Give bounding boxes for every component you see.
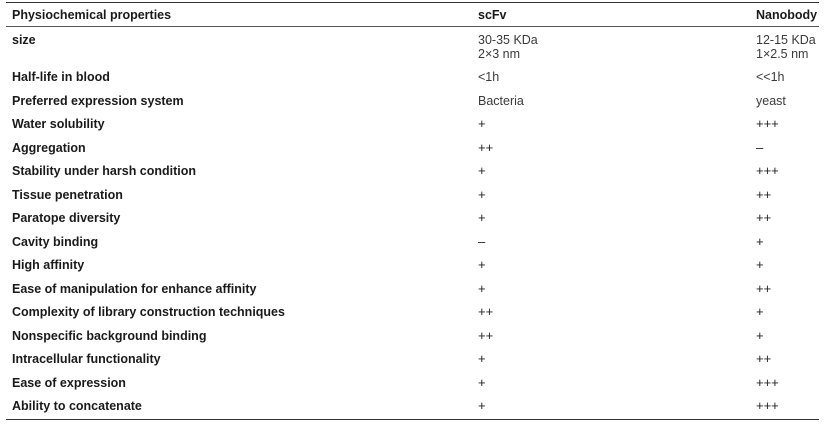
property-label: Ability to concatenate — [12, 399, 142, 413]
scfv-value: + — [478, 210, 486, 225]
scfv-cell — [478, 352, 756, 366]
scfv-cell — [478, 141, 756, 155]
property-label: Intracellular functionality — [12, 352, 161, 366]
table-row — [6, 278, 819, 302]
nanobody-cell — [756, 258, 819, 272]
nanobody-value: yeast — [756, 93, 786, 108]
scfv-value: ++ — [478, 327, 494, 343]
nanobody-value: + — [756, 233, 764, 249]
nanobody-cell — [756, 235, 819, 249]
table-row — [6, 113, 819, 137]
scfv-value: + — [478, 280, 486, 296]
table-row — [6, 372, 819, 396]
nanobody-cell — [756, 329, 819, 343]
property-label: Stability under harsh condition — [12, 164, 197, 178]
table-row — [6, 137, 819, 161]
scfv-cell — [478, 94, 756, 108]
scfv-cell — [478, 282, 756, 296]
property-label: Half-life in blood — [12, 70, 110, 84]
header-nanobody: Nanobody — [756, 7, 818, 22]
header-property: Physiochemical properties — [12, 7, 172, 22]
table-row — [6, 207, 819, 231]
nanobody-value: 12-15 KDa — [756, 33, 816, 47]
comparison-table — [6, 2, 819, 420]
scfv-cell — [478, 188, 756, 202]
nanobody-value: +++ — [756, 116, 779, 131]
table-row — [6, 160, 819, 184]
nanobody-value: 1×2.5 nm — [756, 47, 809, 61]
scfv-cell — [478, 329, 756, 343]
scfv-value: + — [478, 186, 486, 202]
header-scfv: scFv — [478, 7, 507, 22]
scfv-cell — [478, 164, 756, 178]
nanobody-value: + — [756, 327, 764, 343]
scfv-cell — [478, 258, 756, 272]
property-label: Water solubility — [12, 117, 105, 131]
property-label: Paratope diversity — [12, 211, 121, 225]
nanobody-cell — [756, 94, 819, 108]
nanobody-cell — [756, 305, 819, 319]
scfv-value: + — [478, 351, 486, 366]
nanobody-cell — [756, 376, 819, 390]
property-label: Aggregation — [12, 140, 86, 155]
scfv-value: – — [478, 233, 486, 249]
table-row — [6, 184, 819, 208]
nanobody-value: ++ — [756, 351, 772, 366]
nanobody-value: <<1h — [756, 70, 785, 84]
nanobody-value: ++ — [756, 210, 772, 225]
nanobody-cell — [756, 211, 819, 225]
nanobody-cell — [756, 117, 819, 131]
nanobody-cell — [756, 164, 819, 178]
property-label: Ease of expression — [12, 375, 126, 390]
scfv-value: Bacteria — [478, 93, 524, 108]
nanobody-value: +++ — [756, 374, 779, 390]
table-row — [6, 90, 819, 114]
table-row — [6, 325, 819, 349]
scfv-value: + — [478, 116, 486, 131]
table-body — [6, 27, 819, 419]
scfv-cell — [478, 70, 756, 84]
property-label: Cavity binding — [12, 234, 99, 249]
table-header-row — [6, 3, 819, 26]
property-label: High affinity — [12, 258, 85, 272]
property-label: size — [12, 33, 36, 47]
nanobody-cell — [756, 352, 819, 366]
table-row — [6, 301, 819, 325]
scfv-value: 30-35 KDa — [478, 33, 538, 47]
nanobody-value: + — [756, 257, 764, 272]
scfv-value: ++ — [478, 139, 494, 155]
nanobody-value: – — [756, 139, 764, 155]
scfv-value: 2×3 nm — [478, 47, 521, 61]
nanobody-cell — [756, 33, 819, 61]
nanobody-cell — [756, 141, 819, 155]
scfv-value: <1h — [478, 70, 500, 84]
scfv-value: ++ — [478, 304, 494, 319]
nanobody-value: ++ — [756, 280, 772, 296]
property-label: Tissue penetration — [12, 187, 123, 202]
nanobody-value: +++ — [756, 398, 779, 413]
property-label: Complexity of library construction techniques — [12, 305, 285, 319]
nanobody-cell — [756, 188, 819, 202]
table-row — [6, 395, 819, 419]
property-label: Ease of manipulation for enhance affinity — [12, 281, 257, 296]
nanobody-cell — [756, 70, 819, 84]
property-label: Nonspecific background binding — [12, 328, 207, 343]
scfv-value: + — [478, 398, 486, 413]
nanobody-value: ++ — [756, 186, 772, 202]
scfv-cell — [478, 211, 756, 225]
nanobody-value: + — [756, 304, 764, 319]
scfv-cell — [478, 399, 756, 413]
property-label: Preferred expression system — [12, 93, 184, 108]
nanobody-cell — [756, 399, 819, 413]
table-row — [6, 348, 819, 372]
table-row — [6, 29, 819, 66]
table-bottom-rule — [6, 419, 819, 420]
table-row — [6, 66, 819, 90]
scfv-cell — [478, 235, 756, 249]
scfv-cell — [478, 117, 756, 131]
nanobody-value: +++ — [756, 163, 779, 178]
nanobody-cell — [756, 282, 819, 296]
scfv-value: + — [478, 163, 486, 178]
table-row — [6, 231, 819, 255]
scfv-value: + — [478, 257, 486, 272]
table-row — [6, 254, 819, 278]
scfv-cell — [478, 33, 756, 61]
scfv-cell — [478, 305, 756, 319]
scfv-cell — [478, 376, 756, 390]
scfv-value: + — [478, 374, 486, 390]
